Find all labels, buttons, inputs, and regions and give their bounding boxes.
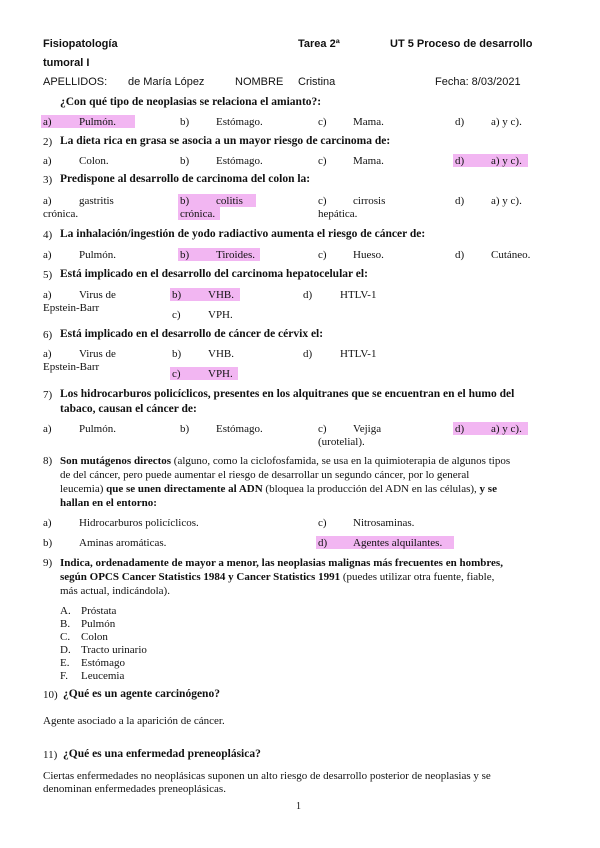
option-letter: b) [43,537,53,549]
option-text: Virus de [79,348,116,360]
option-letter: d) [318,537,328,549]
option-letter: a) [43,423,52,435]
answer-11-cont: denominan enfermedades preneoplásicas. [43,783,226,795]
question-8-line4: hallan en el entorno: [60,497,157,509]
option-text-cont: crónica. [180,208,216,220]
option-letter: a) [43,289,52,301]
list-item: Tracto urinario [81,644,147,656]
option-text: gastritis [79,195,114,207]
option-letter: c) [318,195,327,207]
question-8-line3 [60,482,497,496]
unit-title: UT 5 Proceso de desarrollo [390,38,533,50]
question-number: 8) [43,455,53,467]
option-text: Mama. [353,116,384,128]
question-8-line2: de del cáncer, pero puede aumentar el riesgo de desarrollar un segundo cáncer, por lo general [60,469,470,481]
option-text: HTLV-1 [340,289,377,301]
option-letter: c) [318,116,327,128]
option-text: Estómago. [216,155,263,167]
option-letter: c) [318,155,327,167]
option-text: Tiroides. [216,249,256,261]
option-text: a) y c). [491,155,522,167]
option-text: Estómago. [216,423,263,435]
question-text: (alguno, como la ciclofosfamida, se usa en la quimioterapia de algunos tipos [171,455,511,467]
option-text: Hueso. [353,249,384,261]
list-marker: E. [60,657,70,669]
surname-label: APELLIDOS: [43,76,108,88]
option-letter: d) [303,289,313,301]
question-7: Los hidrocarburos policíclicos, presentes en los alquitranes que se encuentran en el humo del [60,388,515,400]
option-text: VPH. [208,309,233,321]
subject-title: Fisiopatología [43,38,118,50]
option-text: Virus de [79,289,116,301]
option-letter: b) [172,348,182,360]
option-text: Agentes alquilantes. [353,537,443,549]
question-text: leucemia) [60,483,107,495]
option-letter: b) [180,195,190,207]
option-text: Colon. [79,155,109,167]
page-number: 1 [296,801,301,812]
question-5: Está implicado en el desarrollo del carcinoma hepatocelular el: [60,268,368,280]
question-3: Predispone al desarrollo de carcinoma del colon la: [60,173,311,185]
option-text: VHB. [208,348,234,360]
question-9-line2 [60,570,494,584]
list-marker: A. [60,605,71,617]
question-number: 7) [43,389,53,401]
option-text: Cutáneo. [491,249,531,261]
option-text: HTLV-1 [340,348,377,360]
list-item: Próstata [81,605,117,617]
question-4: La inhalación/ingestión de yodo radiactivo aumenta el riesgo de cáncer de: [60,228,426,240]
question-10: ¿Qué es un agente carcinógeno? [63,688,220,700]
bold-term: que se unen directamente al ADN [106,483,263,495]
option-text: Estómago. [216,116,263,128]
question-1: ¿Con qué tipo de neoplasias se relaciona el amianto?: [60,96,322,108]
list-marker: F. [60,670,68,682]
question-number: 11) [43,749,58,761]
surname-value: de María López [128,76,205,88]
option-letter: a) [43,348,52,360]
question-number: 5) [43,269,53,281]
option-text: Mama. [353,155,384,167]
question-6: Está implicado en el desarrollo de cáncer de cérvix el: [60,328,324,340]
option-letter: b) [172,289,182,301]
option-letter: a) [43,517,52,529]
question-9: Indica, ordenadamente de mayor a menor, las neoplasias malignas más frecuentes en hombres, [60,557,503,569]
option-letter: a) [43,155,52,167]
list-marker: D. [60,644,71,656]
option-text: Nitrosaminas. [353,517,415,529]
question-number: 2) [43,136,53,148]
bold-term: Son mutágenos directos [60,455,172,467]
list-marker: C. [60,631,71,643]
option-letter: d) [455,155,465,167]
option-text: Aminas aromáticas. [79,537,167,549]
question-text: (bloquea la producción del ADN en las células), [262,483,480,495]
option-text: Hidrocarburos policíclicos. [79,517,199,529]
option-text-cont: Epstein-Barr [43,361,100,373]
date-field: Fecha: 8/03/2021 [435,76,521,88]
question-8 [60,454,510,468]
option-letter: a) [43,249,52,261]
option-text: cirrosis [353,195,386,207]
answer-11: Ciertas enfermedades no neoplásicas suponen un alto riesgo de desarrollo posterior de neoplasias y se [43,770,491,782]
option-letter: d) [455,249,465,261]
question-number: 10) [43,689,58,701]
option-text: colitis [216,195,243,207]
list-marker: B. [60,618,71,630]
option-text: Vejiga [353,423,382,435]
option-text-cont: crónica. [43,208,79,220]
question-number: 4) [43,229,53,241]
option-text: VPH. [208,368,233,380]
option-text: Pulmón. [79,116,116,128]
option-text-cont: hepática. [318,208,358,220]
option-text: a) y c). [491,195,522,207]
option-text: a) y c). [491,423,522,435]
answer-10: Agente asociado a la aparición de cáncer. [43,715,225,727]
option-letter: c) [318,517,327,529]
option-letter: a) [43,116,52,128]
option-letter: c) [172,309,181,321]
option-letter: b) [180,155,190,167]
option-letter: c) [318,423,327,435]
question-number: 9) [43,557,53,569]
option-letter: c) [172,368,181,380]
option-text: a) y c). [491,116,522,128]
name-label: NOMBRE [235,76,284,88]
option-text: Pulmón. [79,249,116,261]
option-text: Pulmón. [79,423,116,435]
question-2: La dieta rica en grasa se asocia a un mayor riesgo de carcinoma de: [60,135,391,147]
option-letter: d) [303,348,313,360]
question-9-line3: más actual, indicándola). [60,585,170,597]
option-letter: b) [180,249,190,261]
task-label: Tarea 2ª [298,38,340,50]
option-letter: d) [455,423,465,435]
option-letter: c) [318,249,327,261]
list-item: Pulmón [81,618,116,630]
question-11: ¿Qué es una enfermedad preneoplásica? [63,748,261,760]
question-number: 6) [43,329,53,341]
option-text-cont: (urotelial). [318,436,365,448]
question-number: 3) [43,174,53,186]
option-letter: a) [43,195,52,207]
option-text: VHB. [208,289,234,301]
question-7-cont: tabaco, causan el cáncer de: [60,403,197,415]
option-text-cont: Epstein-Barr [43,302,100,314]
option-letter: d) [455,195,465,207]
option-letter: d) [455,116,465,128]
list-item: Estómago [81,657,125,669]
bold-term: según OPCS Cancer Statistics 1984 y Cancer Statistics 1991 [60,571,341,583]
question-text: (puedes utilizar otra fuente, fiable, [340,571,495,583]
name-value: Cristina [298,76,336,88]
bold-term: y se [479,483,497,495]
unit-title-cont: tumoral I [43,57,90,69]
option-letter: b) [180,423,190,435]
list-item: Leucemia [81,670,125,682]
option-letter: b) [180,116,190,128]
list-item: Colon [81,631,108,643]
